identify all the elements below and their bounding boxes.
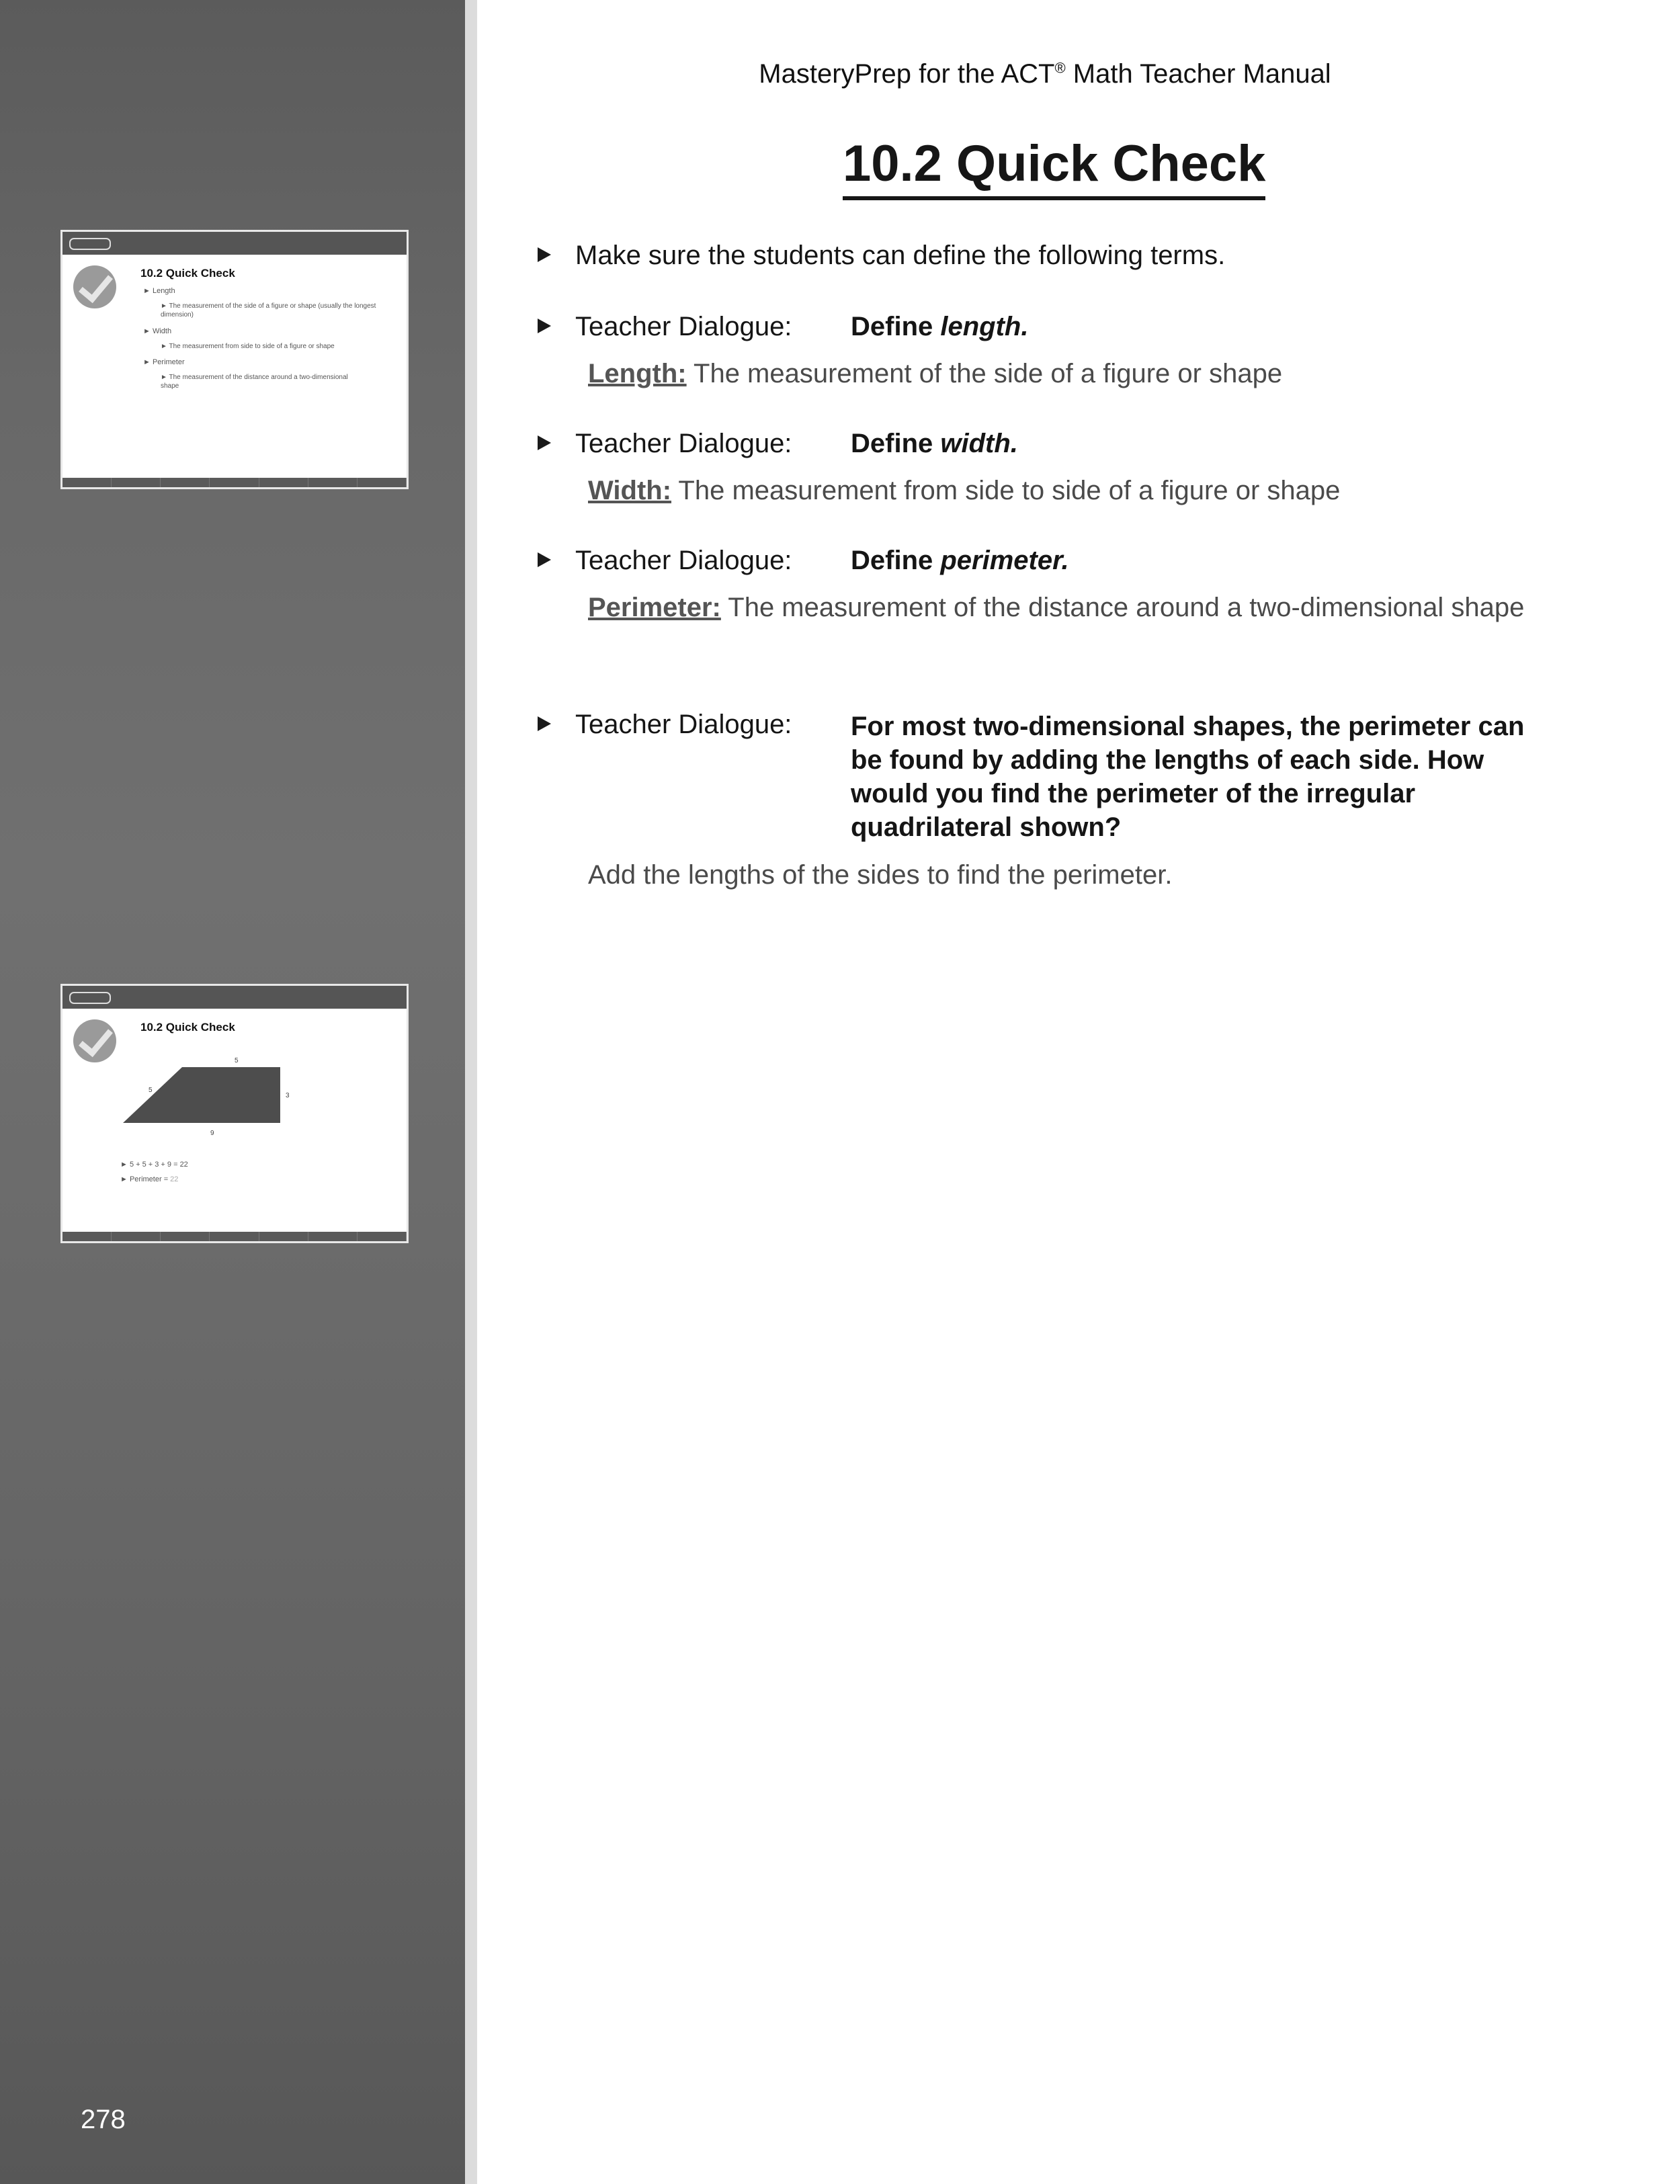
dialogue-prompt: Define width. [851,429,1018,458]
dialogue-label: Teacher Dialogue: [575,429,792,458]
slide-line: ► The measurement from side to side of a figure or shape [161,343,335,350]
slide-thumbnail-definitions [60,230,409,489]
bullet-arrow-icon [538,435,551,450]
bullet-arrow-icon [538,716,551,731]
slide-sum-line: ► 5 + 5 + 3 + 9 = 22 [120,1161,188,1169]
logo-icon [69,238,111,250]
left-side-label: 5 [149,1087,153,1094]
slide-header-bar [62,986,407,1009]
slide-title: 10.2 Quick Check [140,1021,235,1034]
checkmark-icon [73,265,116,308]
slide-line: ► The measurement of the distance around a two-dimensional shape [161,374,348,390]
dialogue-answer: Length: The measurement of the side of a figure or shape [588,359,1283,388]
top-side-label: 5 [235,1057,239,1064]
right-side-label: 3 [286,1092,290,1099]
dialogue-label: Teacher Dialogue: [575,546,792,575]
slide-thumbnail-perimeter [60,984,409,1243]
running-header: MasteryPrep for the ACT® Math Teacher Manual [759,59,1331,89]
slide-line: ► Length [143,287,175,295]
bullet-arrow-icon [538,552,551,567]
slide-line: ► Width [143,327,172,335]
sidebar [0,0,465,2184]
page-title: 10.2 Quick Check [843,134,1265,200]
slide-line: ► Perimeter [143,358,185,366]
bullet-arrow-icon [538,247,551,262]
page-number: 278 [81,2105,126,2134]
dialogue-prompt: Define length. [851,312,1029,341]
slide-line: ► The measurement of the side of a figure or shape (usually the longest dimension) [161,302,376,319]
logo-icon [69,992,111,1004]
bullet-arrow-icon [538,319,551,333]
slide-nav-bar [62,1232,407,1241]
quadrilateral-figure [116,1053,318,1140]
dialogue-answer: Add the lengths of the sides to find the perimeter. [588,860,1173,890]
dialogue-label: Teacher Dialogue: [575,312,792,341]
intro-text: Make sure the students can define the following terms. [575,241,1226,270]
slide-nav-bar [62,478,407,487]
dialogue-prompt: For most two-dimensional shapes, the perimeter can be found by adding the lengths of each side. How would you find the perimeter of the irregular quadrilateral shown? [851,712,1525,842]
dialogue-prompt: Define perimeter. [851,546,1069,575]
slide-title: 10.2 Quick Check [140,267,235,280]
slide-perimeter-line: ► Perimeter = 22 [120,1175,179,1183]
slide-header-bar [62,232,407,255]
checkmark-icon [73,1019,116,1062]
dialogue-label: Teacher Dialogue: [575,710,792,739]
dialogue-answer: Perimeter: The measurement of the distance around a two-dimensional shape [588,593,1525,622]
dialogue-answer: Width: The measurement from side to side of a figure or shape [588,476,1341,505]
bottom-side-label: 9 [210,1130,214,1137]
sidebar-divider [465,0,477,2184]
